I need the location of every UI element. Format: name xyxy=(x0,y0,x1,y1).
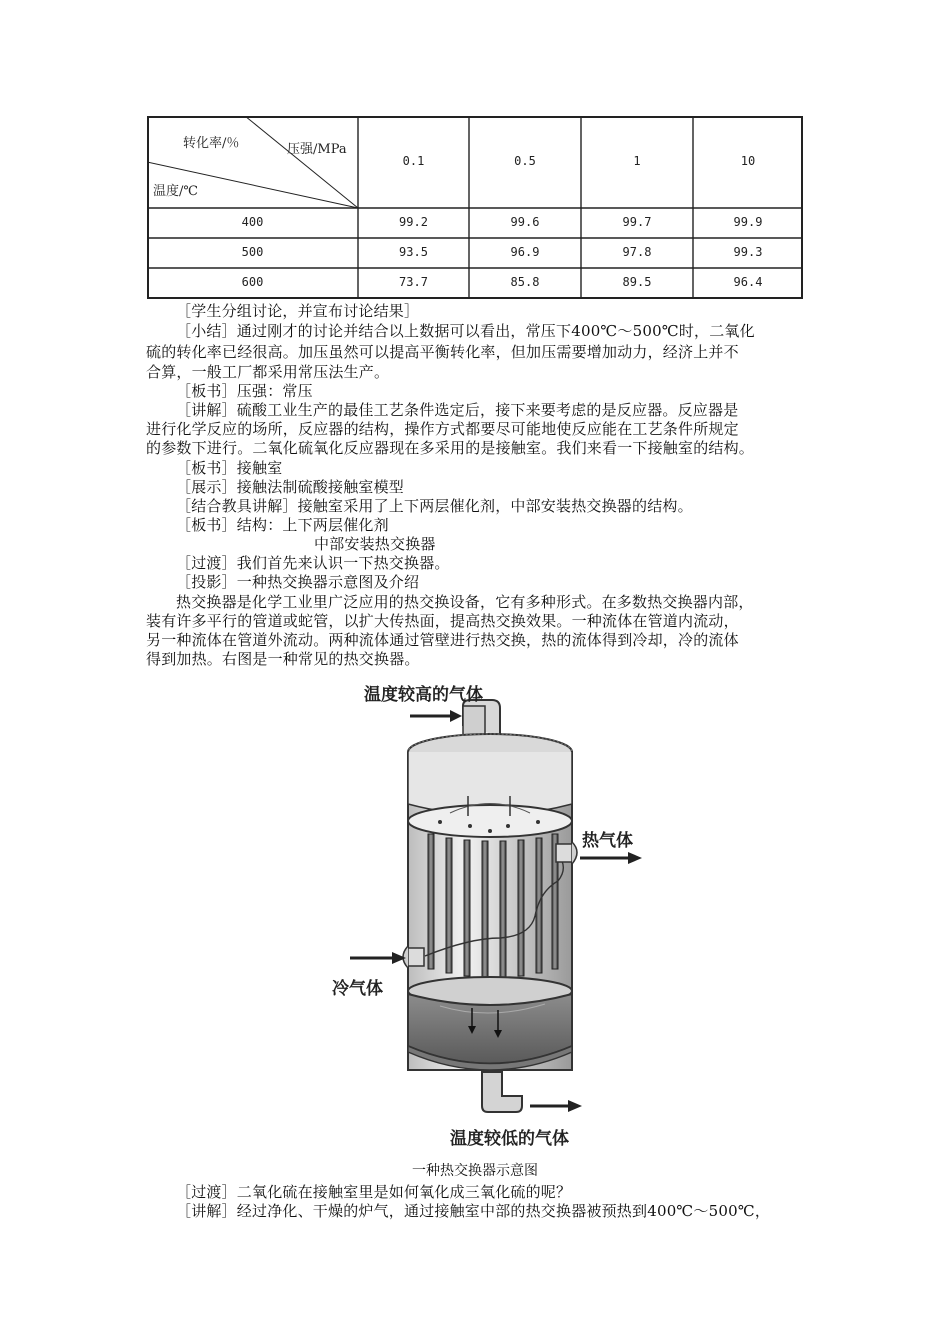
cell-500-3: 99.3 xyxy=(733,245,763,259)
cell-400-3: 99.9 xyxy=(733,215,763,229)
text-line-21: ［讲解］经过净化、干燥的炉气，通过接触室中部的热交换器被预热到400℃～500℃， xyxy=(176,1202,771,1220)
pressure-0: 0.1 xyxy=(402,154,425,168)
header-pressure: 压强/MPa xyxy=(287,142,347,157)
cell-500-1: 96.9 xyxy=(510,245,540,259)
text-line-1: ［学生分组讨论，并宣布讨论结果］ xyxy=(176,302,420,320)
cell-400-1: 99.6 xyxy=(510,215,540,229)
text-line-5: ［板书］压强：常压 xyxy=(176,382,313,400)
heat-exchanger-figure xyxy=(330,676,660,1151)
text-line-13: 中部安装热交换器 xyxy=(314,535,436,553)
text-line-15: ［投影］一种热交换器示意图及介绍 xyxy=(176,573,420,591)
conversion-rate-table xyxy=(147,116,803,299)
row-temp-400: 400 xyxy=(241,215,264,229)
text-line-3: 硫的转化率已经很高。加压虽然可以提高平衡转化率，但加压需要增加动力，经济上并不 xyxy=(146,343,739,361)
header-temperature: 温度/℃ xyxy=(153,184,198,199)
text-line-6: ［讲解］硫酸工业生产的最佳工艺条件选定后，接下来要考虑的是反应器。反应器是 xyxy=(176,401,739,419)
pressure-1: 0.5 xyxy=(514,154,536,168)
row-temp-500: 500 xyxy=(241,245,264,259)
heat-exchanger-diagram xyxy=(330,676,660,1151)
text-line-8: 的参数下进行。二氧化硫氧化反应器现在多采用的是接触室。我们来看一下接触室的结构。 xyxy=(146,439,755,457)
text-line-4: 合算，一般工厂都采用常压法生产。 xyxy=(146,363,390,381)
text-line-18: 另一种流体在管道外流动。两种流体通过管壁进行热交换，热的流体得到冷却，冷的流体 xyxy=(146,631,739,649)
text-line-20: ［过渡］二氧化硫在接触室里是如何氧化成三氧化硫的呢？ xyxy=(176,1183,572,1201)
text-line-12: ［板书］结构：上下两层催化剂 xyxy=(176,516,389,534)
label-cold-gas-in: 冷气体 xyxy=(332,979,383,999)
label-cool-gas-out: 温度较低的气体 xyxy=(450,1129,569,1149)
pressure-3: 10 xyxy=(740,154,756,168)
text-line-19: 得到加热。右图是一种常见的热交换器。 xyxy=(146,650,420,668)
cell-600-1: 85.8 xyxy=(510,275,540,289)
header-conversion-rate: 转化率/％ xyxy=(183,136,240,151)
text-line-9: ［板书］接触室 xyxy=(176,459,283,477)
figure-caption: 一种热交换器示意图 xyxy=(412,1163,538,1179)
row-temp-600: 600 xyxy=(241,275,264,289)
text-line-2: ［小结］通过刚才的讨论并结合以上数据可以看出，常压下400℃～500℃时，二氧化 xyxy=(176,322,755,340)
label-hot-gas-out: 热气体 xyxy=(582,831,633,851)
cell-400-0: 99.2 xyxy=(399,215,428,229)
cell-600-3: 96.4 xyxy=(733,275,763,289)
table-grid xyxy=(147,116,803,299)
cell-600-0: 73.7 xyxy=(399,275,428,289)
text-line-16: 热交换器是化学工业里广泛应用的热交换设备，它有多种形式。在多数热交换器内部， xyxy=(176,593,754,611)
cell-600-2: 89.5 xyxy=(622,275,652,289)
text-line-11: ［结合教具讲解］接触室采用了上下两层催化剂，中部安装热交换器的结构。 xyxy=(176,497,693,515)
cell-500-0: 93.5 xyxy=(399,245,428,259)
text-line-7: 进行化学反应的场所，反应器的结构，操作方式都要尽可能地使反应能在工艺条件所规定 xyxy=(146,420,739,438)
text-line-14: ［过渡］我们首先来认识一下热交换器。 xyxy=(176,554,450,572)
cell-500-2: 97.8 xyxy=(622,245,652,259)
cell-400-2: 99.7 xyxy=(622,215,652,229)
text-line-17: 装有许多平行的管道或蛇管，以扩大传热面，提高热交换效果。一种流体在管道内流动， xyxy=(146,612,739,630)
pressure-2: 1 xyxy=(633,154,641,168)
label-hot-gas-in: 温度较高的气体 xyxy=(364,685,483,705)
text-line-10: ［展示］接触法制硫酸接触室模型 xyxy=(176,478,405,496)
